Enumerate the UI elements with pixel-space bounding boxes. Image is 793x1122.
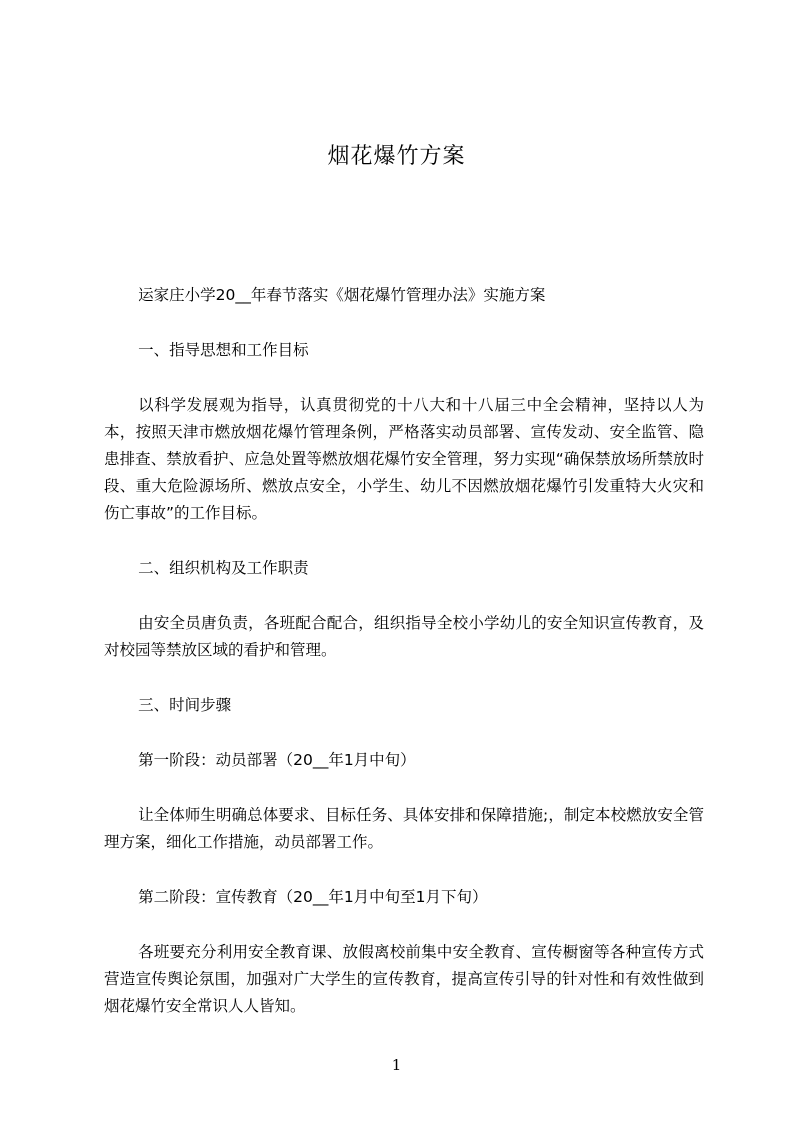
section-heading-1: 一、指导思想和工作目标	[138, 341, 309, 359]
paragraph-organization: 由安全员唐负责，各班配合配合，组织指导全校小学幼儿的安全知识宣传教育，及对校园等禁放区域的看护和管理。	[104, 614, 704, 659]
paragraph-guiding-thought: 以科学发展观为指导，认真贯彻党的十八大和十八届三中全会精神，坚持以人为本，按照天津市燃放烟花爆竹管理条例，严格落实动员部署、宣传发动、安全监管、隐患排查、禁放看护、应急处置等燃放烟花爆竹安全管理，努力实现“确保禁放场所禁放时段、重大危险源场所、燃放点安全，小学生、幼儿不因燃放烟花爆竹引发重特大火灾和伤亡事故”的工作目标。	[104, 396, 704, 522]
document-title: 烟花爆竹方案	[327, 144, 466, 169]
paragraph-phase-1: 让全体师生明确总体要求、目标任务、具体安排和保障措施;，制定本校燃放安全管理方案，细化工作措施，动员部署工作。	[104, 806, 704, 851]
page-number: 1	[391, 1056, 402, 1074]
paragraph-phase-2: 各班要充分利用安全教育课、放假离校前集中安全教育、宣传橱窗等各种宣传方式营造宣传舆论氛围，加强对广大学生的宣传教育，提高宣传引导的针对性和有效性做到烟花爆竹安全常识人人皆知。	[104, 943, 704, 1015]
phase-heading-2: 第二阶段：宣传教育（20__年1月中旬至1月下旬）	[138, 888, 488, 906]
document-body	[104, 282, 704, 1020]
section-heading-3: 三、时间步骤	[138, 696, 232, 714]
paragraph-intro: 运家庄小学20__年春节落实《烟花爆竹管理办法》实施方案	[138, 286, 546, 304]
section-heading-2: 二、组织机构及工作职责	[138, 559, 309, 577]
phase-heading-1: 第一阶段：动员部署（20__年1月中旬）	[138, 751, 416, 769]
